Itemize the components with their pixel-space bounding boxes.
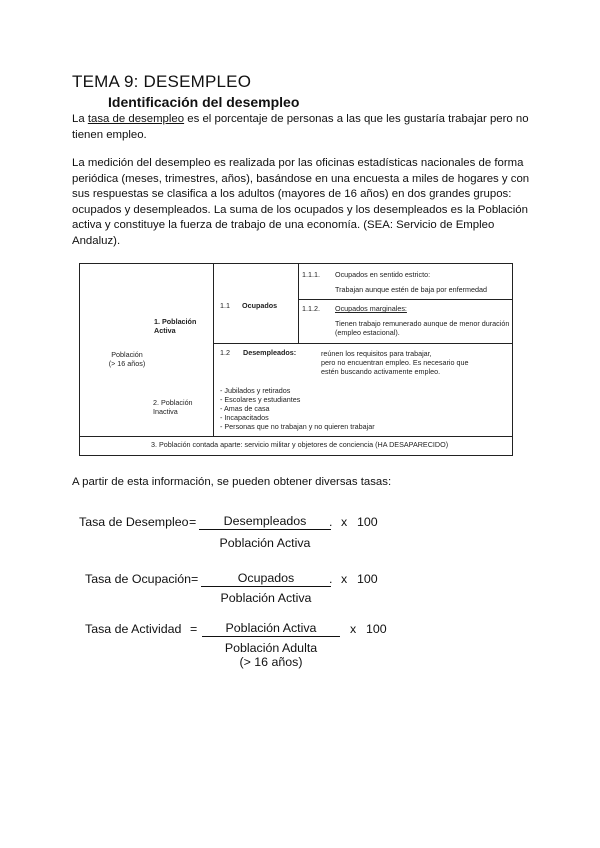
desempleados-desc-1: reúnen los requisitos para trabajar, bbox=[321, 349, 432, 358]
section-1-1-1-number: 1.1.1. bbox=[302, 270, 320, 279]
rates-intro-paragraph: A partir de esta información, se pueden obtener diversas tasas: bbox=[72, 476, 392, 488]
list-item: - Incapacitados bbox=[220, 413, 269, 422]
formula-denominator: Población Activa bbox=[220, 591, 312, 605]
table-divider bbox=[80, 436, 512, 437]
formula-denominator: Población Adulta bbox=[224, 641, 318, 655]
ocupados-estricto-desc: Trabajan aunque estén de baja por enfermedad bbox=[335, 285, 487, 294]
section-1-2-number: 1.2 bbox=[220, 348, 230, 357]
desempleados-desc-2: pero no encuentran empleo. Es necesario que bbox=[321, 358, 469, 367]
desempleados-label: Desempleados: bbox=[243, 348, 297, 357]
numerator-text: Población Activa bbox=[225, 621, 317, 635]
formula-times: x bbox=[341, 515, 348, 529]
formula-label: Tasa de Desempleo bbox=[79, 515, 189, 529]
list-item: - Jubilados y retirados bbox=[220, 386, 291, 395]
population-classification-table bbox=[79, 263, 513, 456]
ocupados-label: Ocupados bbox=[242, 301, 278, 310]
ocupados-marginales-label: Ocupados marginales: bbox=[335, 304, 407, 313]
formula-factor: 100 bbox=[357, 572, 378, 586]
numerator-text: Ocupados bbox=[237, 571, 295, 585]
poblacion-inactiva-label: 2. Población Inactiva bbox=[153, 398, 193, 416]
formula-denominator-sub: (> 16 años) bbox=[239, 655, 303, 669]
list-item: - Amas de casa bbox=[220, 404, 270, 413]
ocupados-estricto-label: Ocupados en sentido estricto: bbox=[335, 270, 431, 279]
poblacion-aparte-row: 3. Población contada aparte: servicio militar y objetores de conciencia (HA DESAPARECIDO) bbox=[151, 440, 449, 449]
formula-factor: 100 bbox=[357, 515, 378, 529]
table-divider bbox=[213, 343, 512, 344]
numerator-text: Desempleados bbox=[223, 514, 307, 528]
formula-times: x bbox=[350, 622, 357, 636]
formula-times: x bbox=[341, 572, 348, 586]
formula-equals: = bbox=[189, 515, 197, 529]
ocupados-marginales-desc-2: (empleo estacional). bbox=[335, 328, 400, 337]
formula-factor: 100 bbox=[366, 622, 387, 636]
inactiva-list bbox=[220, 386, 375, 431]
formula-numerator bbox=[202, 621, 340, 637]
definition-pre: La bbox=[72, 113, 88, 125]
section-1-1-2-number: 1.1.2. bbox=[302, 304, 320, 313]
poblacion-text: Población bbox=[111, 350, 143, 359]
formula-label: Tasa de Ocupación bbox=[85, 572, 192, 586]
poblacion-activa-label: 1. Población Activa bbox=[154, 317, 197, 335]
ocupados-marginales-desc-1: Tienen trabajo remunerado aunque de menor duración bbox=[335, 319, 510, 328]
list-item: - Personas que no trabajan y no quieren trabajar bbox=[220, 422, 375, 431]
formula-numerator bbox=[201, 571, 331, 587]
formula-equals: = bbox=[190, 622, 198, 636]
list-item: - Escolares y estudiantes bbox=[220, 395, 301, 404]
desempleados-desc-3: estén buscando activamente empleo. bbox=[321, 367, 441, 376]
table-divider bbox=[298, 264, 299, 343]
poblacion-label bbox=[92, 350, 162, 368]
formula-dot: . bbox=[329, 515, 333, 529]
definition-post: es el porcentaje de personas a las que les gustaría trabajar pero no tienen empleo. bbox=[72, 113, 529, 141]
measurement-paragraph: La medición del desempleo es realizada por las oficinas estadísticas nacionales de forma periódica (meses, trimestres, años), basándose en una encuesta a miles de hogares y con sus respuestas se clasifica a los adultos (mayores de 16 años) en dos grandes grupos: ocupados y desempleados. La suma de los ocupados y los desempleados es la Población activa y constituye la fuerza de trabajo de una economía. (SEA: Servicio de Empleo Andaluz). bbox=[72, 157, 530, 247]
page-title: TEMA 9: DESEMPLEO bbox=[72, 72, 252, 91]
section-subtitle: Identificación del desempleo bbox=[108, 94, 300, 110]
formula-label: Tasa de Actividad bbox=[85, 622, 182, 636]
formula-denominator: Población Activa bbox=[219, 536, 311, 550]
formula-dot: . bbox=[329, 572, 333, 586]
section-1-1-number: 1.1 bbox=[220, 301, 230, 310]
table-divider bbox=[298, 299, 512, 300]
formula-equals: = bbox=[191, 572, 199, 586]
formula-numerator bbox=[199, 514, 331, 530]
definition-term: tasa de desempleo bbox=[87, 113, 185, 125]
table-divider bbox=[213, 264, 214, 436]
poblacion-subtext: (> 16 años) bbox=[108, 359, 146, 368]
definition-paragraph bbox=[72, 112, 532, 143]
